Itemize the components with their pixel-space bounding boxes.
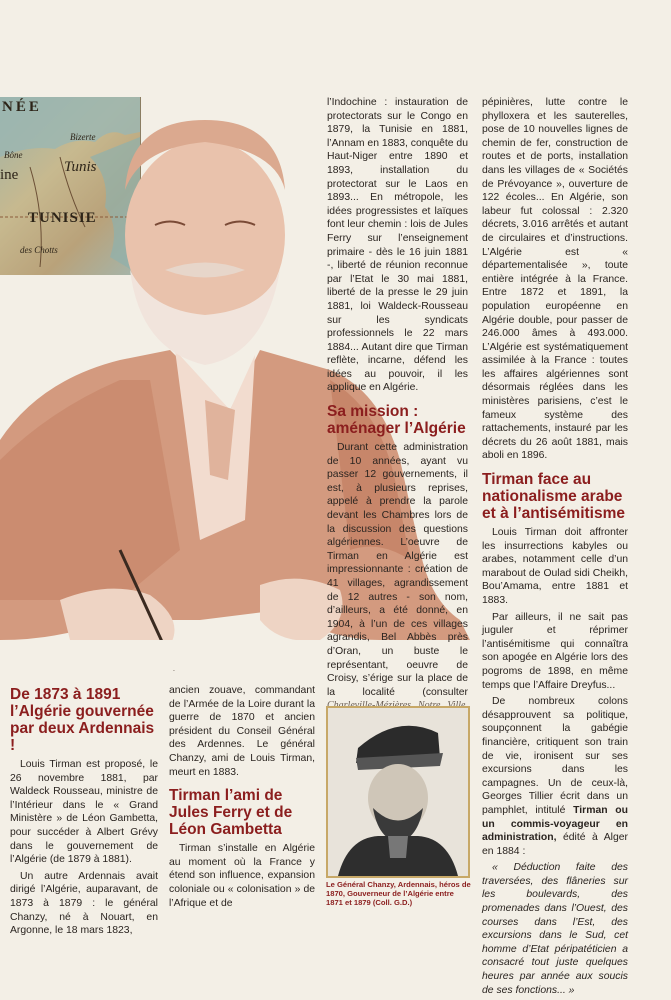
paragraph: De nombreux colons désapprouvent sa politique, soupçonnent la gabégie financière, critiquent son train de vie, ironisent sur ses excursions dans les campagnes. Un de ceux-là, Georges Tillier écrit dans un pamphlet, intitulé Tirman ou un commis-voyageur en administration, édité à Alger en 1884 : <box>482 696 628 857</box>
paragraph: Par ailleurs, il ne sait pas juguler et réprimer l’antisémitisme qui connaîtra son apogée en Algérie lors des pogroms de 1898, en même temps que l’Affaire Dreyfus... <box>482 611 628 691</box>
map-label: Tunis <box>64 159 97 175</box>
pamphlet-title: Tirman ou un commis-voyageur en administration, <box>482 804 628 844</box>
paragraph: Louis Tirman est proposé, le 26 novembre 1881, par Waldeck Rousseau, ministre de l’Intérieur dans le « Grand Ministère » de Léon Gambetta, pour succéder à Albert Grévy dans le gouvernement de l’Algérie (de 1879 à 1881). <box>10 759 158 866</box>
map-label: Bizerte <box>70 132 96 142</box>
map-label: TUNISIE <box>28 210 97 226</box>
section-heading: Sa mission : aménager l’Algérie <box>327 403 466 438</box>
column-3 <box>327 96 468 757</box>
map-label: Bône <box>4 150 23 160</box>
paragraph: ancien zouave, commandant de l’Armée de la Loire durant la guerre de 1870 et ancien président du Conseil Général des Ardennes. Le général Chanzy, ami de Louis Tirman, meurt en 1883. <box>169 685 315 778</box>
pamphlet-quote: « Déduction faite des traversées, des flâneries sur les boulevards, des promenades dans l’Ouest, des courses dans l’Est, des excursions dans le Sud, cet homme d’Etat péripatéticien a consacré tout juste quelques heures par année aux soucis de ses fonctions... » <box>482 862 628 996</box>
column-1 <box>10 678 158 941</box>
section-heading: Tirman l’ami de Jules Ferry et de Léon Gambetta <box>169 787 293 839</box>
map-label: ine <box>0 167 19 183</box>
section-heading: De 1873 à 1891 l’Algérie gouvernée par deux Ardennais ! <box>10 686 155 754</box>
paragraph: Un autre Ardennais avait dirigé l’Algérie, auparavant, de 1873 à 1879 : le général Chanzy, né à Nouart, en Argonne, le 18 mars 1823, <box>10 870 158 937</box>
section-heading: Tirman face au nationalisme arabe et à l’antisémitisme <box>482 471 626 523</box>
paragraph: Durant cette administration de 10 années, ayant vu passer 12 gouvernements, il est, à plusieurs reprises, appelé à prendre la parole devant les Chambres lors de la discussion des questions algériennes. L’oeuvre de Tirman en Algérie est impressionnante : création de 41 villages, agrandissement de 12 autres - son nom, d’ailleurs, a été donné, en 1904, à l’un de ces villages agrandis, Bel Abbès près d’Oran, un buste le représentant, oeuvre de Croisy, s’érige sur la place de la localité (consulter <box>327 441 468 754</box>
column-4 <box>482 96 628 1000</box>
paragraph: l’Indochine : instauration de protectorats sur le Congo en 1879, la Tunisie en 1881, l’Annam en 1883, conquête du Haut-Niger entre 1890 et 1893, installation du protectorat sur le Laos en 1893... En métropole, les idées progressistes et laïques font leur chemin : lois de Jules Ferry sur l’enseignement primaire - dès le 16 juin 1881 -, liberté de réunion reconnue par l’Etat le 30 mai 1881, liberté de la presse le 29 juin 1881, loi Waldeck-Rousseau sur les syndicats professionnels le 22 mars 1884... Autant dire que Tirman reflète, incarne, défend les idées au pouvoir, il les applique en Algérie. <box>327 97 468 394</box>
chanzy-engraving <box>328 708 468 876</box>
paragraph: Louis Tirman doit affronter les insurrections kabyles ou arabes, notamment celle d’un marabout de Oulad sidi Cheikh, Bou’Amama, entre 1881 et 1883. <box>482 527 628 606</box>
paragraph: pépinières, lutte contre le phylloxera et les sauterelles, pose de 10 nouvelles lignes de chemin de fer, construction de routes et de ports, installation dans les villages de « Sociétés de Prévoyance », ouverture de 122 écoles... En Algérie, son labeur fut colossal : 2.320 décrets, 3.016 arrêtés et autant de circulaires et d’instructions. L’Algérie est « départementalisée », toute entière intégrée à la France. Entre 1872 et 1891, la population européenne en Algérie double, pour passer de 246.000 âmes à 493.000. L’Algérie est systématiquement assimilée à la France : toutes les affaires algériennes sont désormais réglées dans les ministères parisiens, c’est le fameux système des rattachements, instauré par les décrets du 26 août 1881, mais aboli en 1896. <box>482 97 628 462</box>
photo-caption: Le Général Chanzy, Ardennais, héros de 1870, Gouverneur de l’Algérie entre 1871 et 1879 (Coll. G.D.) <box>326 880 471 908</box>
paragraph: Tirman s’installe en Algérie au moment où la France y étend son influence, expansion coloniale ou « colonisation » de l’Afrique et de <box>169 843 315 909</box>
chanzy-photo <box>326 706 470 878</box>
column-2 <box>169 684 315 913</box>
map-label: des Chotts <box>20 245 58 255</box>
map-label: NÉE <box>2 99 42 115</box>
